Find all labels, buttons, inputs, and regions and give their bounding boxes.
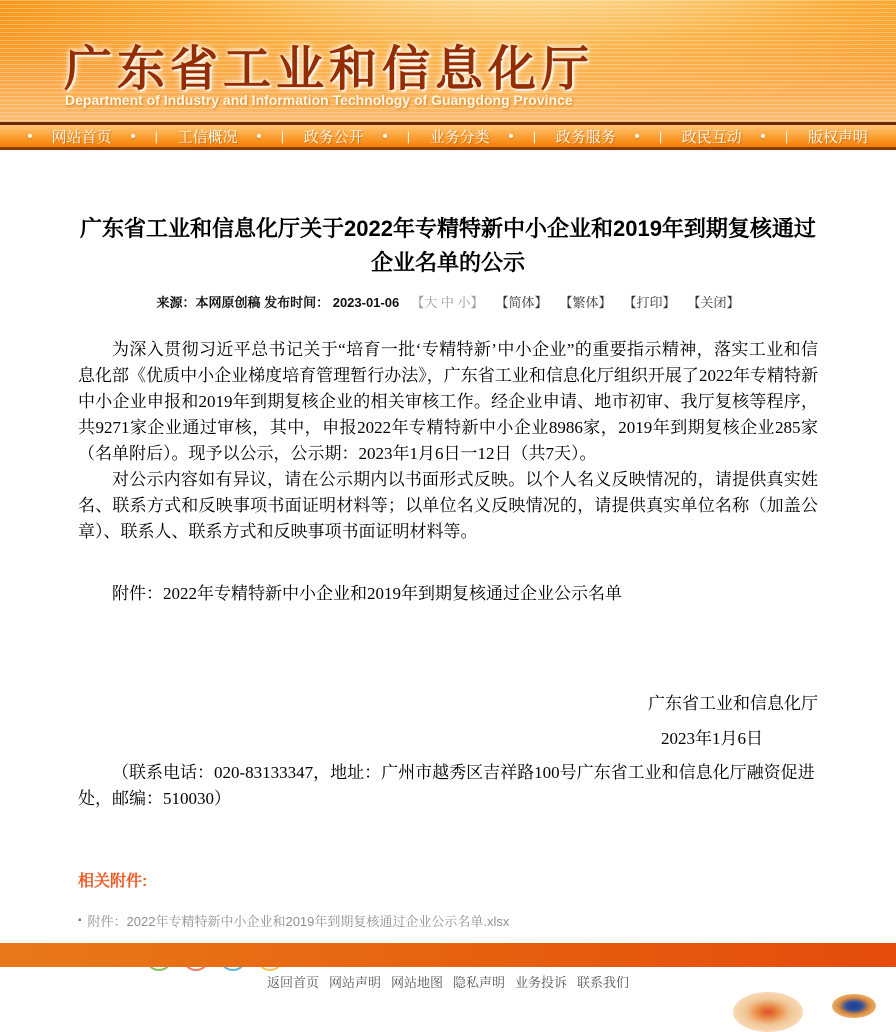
site-subtitle-english: Department of Industry and Information Technology of Guangdong Province [65, 92, 573, 108]
nav-item-home[interactable]: 网站首页 [51, 128, 112, 146]
attachment-download-link[interactable]: 附件：2022年专精特新中小企业和2019年到期复核通过企业公示名单.xlsx [87, 914, 510, 929]
bullet-icon: ▪ [78, 915, 82, 926]
nav-item-gov-affairs[interactable]: 政务公开 [303, 128, 364, 146]
footer-link-contact[interactable]: 联系我们 [577, 975, 630, 990]
nav-item-business[interactable]: 业务分类 [429, 128, 490, 146]
nav-dot-icon [635, 134, 639, 138]
article-title: 广东省工业和信息化厅关于2022年专精特新中小企业和2019年到期复核通过企业名单的公示 [80, 216, 816, 275]
nav-item-services[interactable]: 政务服务 [555, 128, 616, 146]
signature: 广东省工业和信息化厅 [648, 694, 818, 713]
traditional-chinese-button[interactable]: 【繁体】 [559, 295, 612, 310]
nav-dot-icon [383, 134, 387, 138]
nav-separator: | [658, 128, 663, 144]
close-button[interactable]: 【关闭】 [687, 295, 740, 310]
nav-dot-icon [509, 134, 513, 138]
nav-item-interaction[interactable]: 政民互动 [681, 128, 742, 146]
footer-link-site-statement[interactable]: 网站声明 [328, 975, 381, 990]
article [0, 212, 896, 812]
footer-link-privacy[interactable]: 隐私声明 [453, 975, 506, 990]
source-and-date: 来源：本网原创稿 发布时间： 2023-01-06 [156, 295, 400, 310]
simplified-chinese-button[interactable]: 【简体】 [495, 295, 548, 310]
signature-date: 2023年1月6日 [661, 729, 763, 748]
footer-link-complaints[interactable]: 业务投诉 [515, 975, 568, 990]
site-title: 广东省工业和信息化厅 [64, 43, 595, 96]
contact-info: （联系电话：020-83133347，地址：广州市越秀区吉祥路100号广东省工业和信息化厅融资促进处，邮编：510030） [78, 763, 815, 808]
paragraph-1: 为深入贯彻习近平总书记关于“培育一批‘专精特新’中小企业”的重要指示精神，落实工业和信息化部《优质中小企业梯度培育管理暂行办法》，广东省工业和信息化厅组织开展了2022年专精特新中小企业申报和2019年到期复核企业的相关审核工作。经企业申请、地市初审、我厅复核等程序，共9271家企业通过审核，其中，申报2022年专精特新中小企业8986家，2019年到期复核企业285家（名单附后）。现予以公示，公示期：2023年1月6日一12日（共7天）。 [78, 340, 818, 463]
nav-dot-icon [28, 134, 32, 138]
attachment-line: 附件：2022年专精特新中小企业和2019年到期复核通过企业公示名单 [112, 584, 622, 603]
attachment-list-item [78, 911, 818, 930]
nav-dot-icon [131, 134, 135, 138]
mascot-partial-2 [832, 994, 876, 1018]
footer-bar [0, 943, 896, 967]
nav-dot-icon [257, 134, 261, 138]
article-meta [78, 292, 818, 311]
related-attachments-heading: 相关附件: [78, 873, 148, 890]
mascot-partial-1 [733, 992, 803, 1032]
nav-separator: | [406, 128, 411, 144]
main-nav [0, 122, 896, 150]
nav-separator: | [532, 128, 537, 144]
nav-separator: | [784, 128, 789, 144]
nav-separator: | [154, 128, 159, 144]
footer-link-home[interactable]: 返回首页 [266, 975, 319, 990]
nav-dot-icon [761, 134, 765, 138]
footer-links [0, 972, 896, 991]
print-button[interactable]: 【打印】 [623, 295, 676, 310]
font-size-switch[interactable]: 【大 中 小】 [411, 295, 484, 310]
nav-separator: | [280, 128, 285, 144]
nav-item-overview[interactable]: 工信概况 [177, 128, 238, 146]
nav-item-copyright[interactable]: 版权声明 [807, 128, 868, 146]
footer-link-sitemap[interactable]: 网站地图 [390, 975, 443, 990]
paragraph-2: 对公示内容如有异议，请在公示期内以书面形式反映。以个人名义反映情况的，请提供真实姓名、联系方式和反映事项书面证明材料等；以单位名义反映情况的，请提供真实单位名称（加盖公章）、联系人、联系方式和反映事项书面证明材料等。 [78, 470, 818, 541]
header-banner [0, 0, 896, 122]
